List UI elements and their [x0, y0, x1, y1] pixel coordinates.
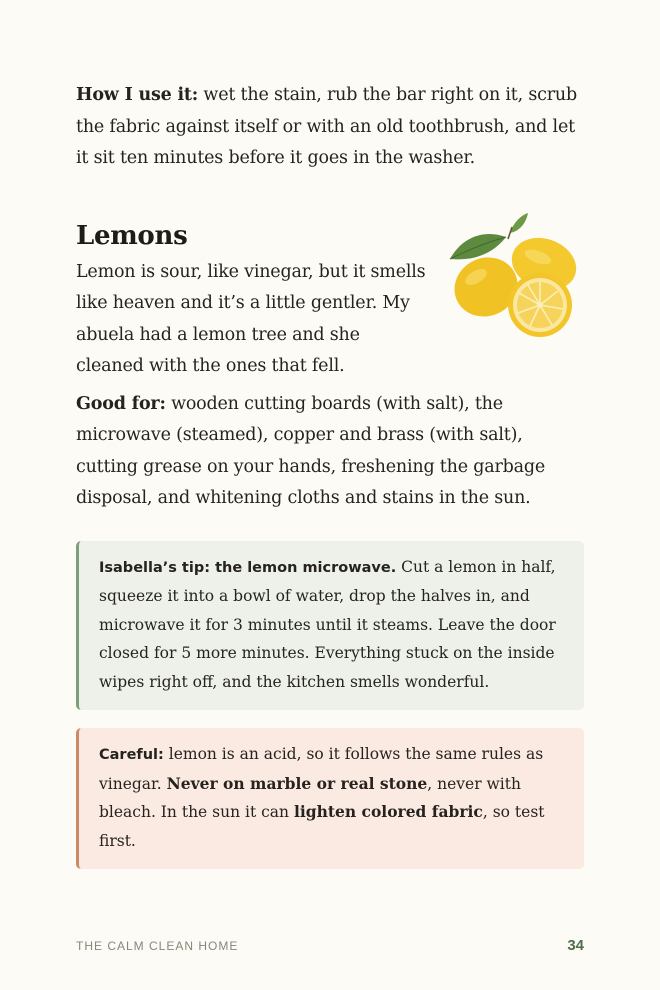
careful-callout	[76, 728, 584, 869]
intro-label: How I use it:	[76, 85, 199, 105]
book-title: THE CALM CLEAN HOME	[76, 938, 239, 953]
good-for-label: Good for:	[76, 393, 166, 414]
section-body: Lemon is sour, like vinegar, but it smells like heaven and it’s a little gentler. My abuela had a lemon tree and she cleaned with the ones that fell.	[76, 261, 426, 376]
page-content	[76, 80, 584, 887]
tip-text: Cut a lemon in half, squeeze it into a bowl of water, drop the halves in, and microwave it for 3 minutes until it steams. Leave the door closed for 5 more minutes. Everything stuck on the inside wipes right off, and the kitchen smells wonderful.	[99, 557, 556, 691]
section-title: Lemons	[76, 220, 188, 251]
careful-text-3: , so test first.	[99, 803, 545, 850]
careful-text-2: , never with bleach. In the sun it can	[99, 774, 521, 821]
intro-text: wet the stain, rub the bar right on it, scrub the fabric against itself or with an old toothbrush, and let it sit ten minutes before it goes in the washer.	[76, 85, 577, 168]
page-number: 34	[567, 937, 584, 954]
intro-paragraph	[76, 80, 584, 175]
tip-callout	[76, 541, 584, 711]
good-for-paragraph	[76, 389, 584, 515]
good-for-text: wooden cutting boards (with salt), the microwave (steamed), copper and brass (with salt), cutting grease on your hands, freshening the garbage disposal, and whitening cloths and stains in the sun.	[76, 393, 546, 508]
page-footer	[76, 937, 584, 954]
lemons-illustration	[444, 209, 584, 349]
careful-text-1: lemon is an acid, so it follows the same rules as vinegar.	[99, 745, 544, 793]
careful-bold-2: lighten colored fabric	[293, 802, 483, 821]
careful-bold-1: Never on marble or real stone	[166, 773, 428, 793]
lemons-section	[76, 219, 584, 383]
tip-label: Isabella’s tip: the lemon microwave.	[99, 559, 397, 576]
careful-label: Careful:	[99, 747, 164, 763]
